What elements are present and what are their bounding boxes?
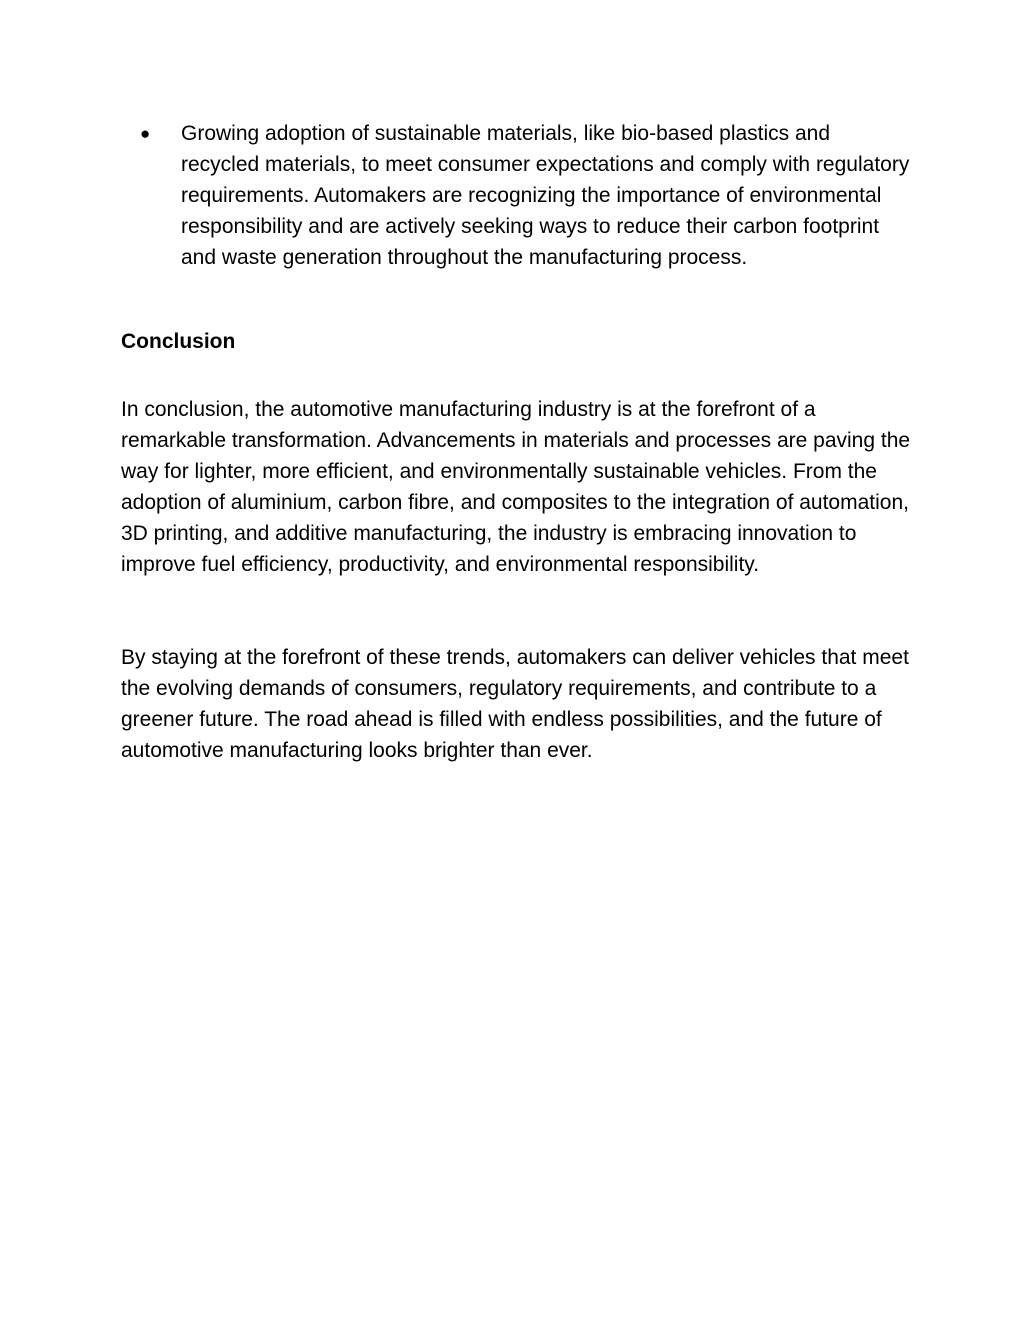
paragraph-conclusion-2: By staying at the forefront of these trends, automakers can deliver vehicles that meet the evolving demands of consumers, regulatory requirements, and contribute to a greener future. The road ahead is filled with endless possibilities, and the future of automotive manufacturing looks brighter than ever. bbox=[121, 646, 909, 762]
list-item-text: Growing adoption of sustainable materials, like bio-based plastics and recycled materials, to meet consumer expectations and comply with regulatory requirements. Automakers are recognizing the importance of environmental responsibility and are actively seeking ways to reduce their carbon footprint and waste generation throughout the manufacturing process. bbox=[181, 122, 910, 269]
section-heading-conclusion: Conclusion bbox=[121, 330, 236, 353]
paragraph-conclusion-1: In conclusion, the automotive manufacturing industry is at the forefront of a remarkable transformation. Advancements in materials and processes are paving the way for lighter, more efficient, and environmentally sustainable vehicles. From the adoption of aluminium, carbon fibre, and composites to the integration of automation, 3D printing, and additive manufacturing, the industry is embracing innovation to improve fuel efficiency, productivity, and environmental responsibility. bbox=[121, 398, 911, 576]
bullet-list bbox=[121, 118, 911, 273]
bullet-marker-icon: ● bbox=[140, 124, 151, 143]
list-item bbox=[121, 118, 911, 273]
